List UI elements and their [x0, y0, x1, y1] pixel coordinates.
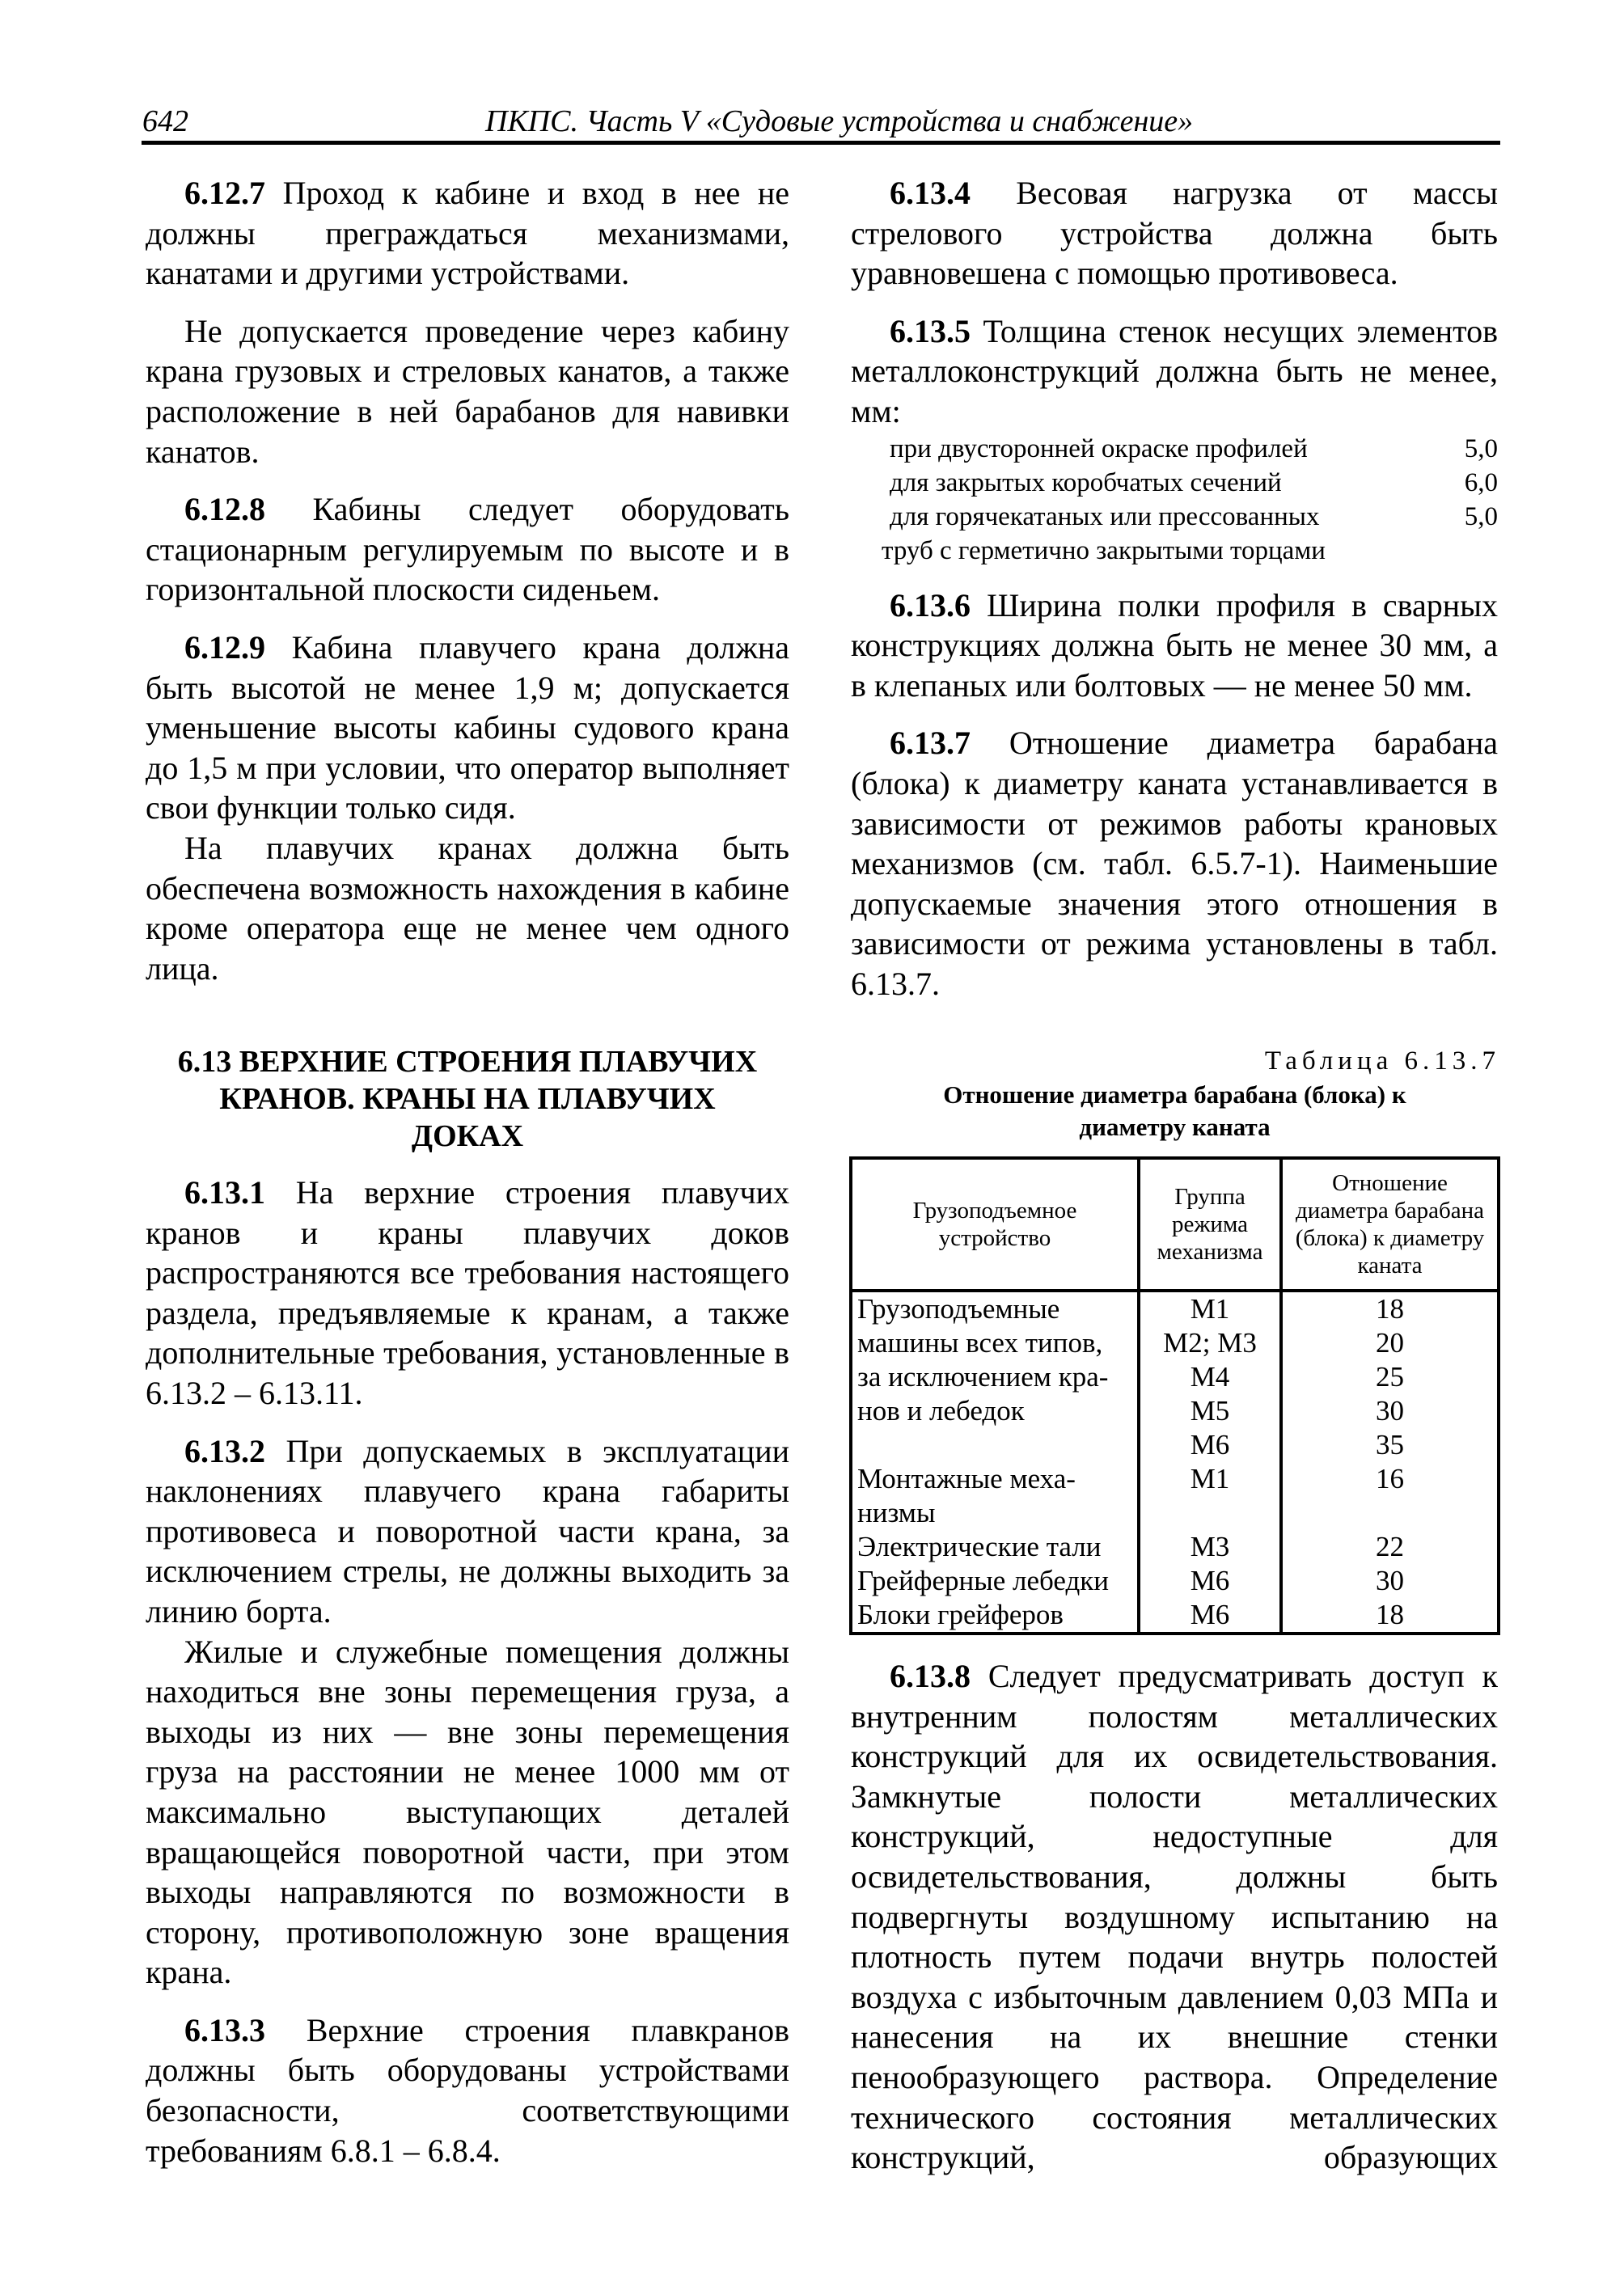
left-column — [146, 173, 789, 988]
clause-text: Толщина стенок несущих элементов металлоконструкций должна быть не менее, мм: — [851, 312, 1498, 429]
clause-number: 6.13.8 — [890, 1658, 971, 1694]
page-number: 642 — [142, 104, 188, 138]
clause-number: 6.12.8 — [184, 491, 265, 528]
clause-text: Ширина полки профиля в сварных конструкциях должна быть не менее 30 мм, а в клепаных или болтовых — не менее 50 мм. — [851, 586, 1499, 704]
clause-text: Кабины следует оборудовать стационарным регулируемым по высоте и в горизонтальной плоскости сиденьем. — [146, 491, 789, 608]
table-row — [851, 1598, 1499, 1634]
clause-number: 6.12.9 — [184, 628, 265, 666]
clause-number: 6.13.5 — [890, 312, 971, 349]
device-cell: Грузоподъемные — [851, 1291, 1139, 1326]
ratio-cell: 25 — [1281, 1360, 1499, 1394]
clause-number: 6.12.7 — [184, 175, 265, 211]
paragraph: На плавучих кранах должна быть обеспечена возможность нахождения в кабине кроме оператора еще не менее чем одного лица. — [146, 829, 789, 987]
clause-text: Проход к кабине и вход в нее не должны преграждаться механизмами, канатами и другими устройствами. — [146, 175, 789, 292]
item-value: 5,0 — [1464, 433, 1498, 463]
paragraph-6-13-8 — [851, 1656, 1498, 2178]
table-row — [851, 1291, 1499, 1326]
clause-text: Весовая нагрузка от массы стрелового устройства должна быть уравновешена с помощью противовеса. — [851, 175, 1498, 292]
paragraph: Жилые и служебные помещения должны находиться вне зоны перемещения груза, а выходы из них — вне зоны перемещения груза на расстоянии не менее 1000 мм от максимально выступающих деталей вращающейся поворотной части, при этом выходы направляются по возможности в сторону, противоположную зоне вращения крана. — [146, 1633, 789, 1991]
paragraph-6-13-5 — [851, 311, 1498, 432]
table-row — [851, 1360, 1499, 1394]
device-cell: низмы — [851, 1496, 1139, 1530]
column-header: Группа режима механизма — [1139, 1158, 1281, 1291]
clause-number: 6.13.3 — [184, 2011, 265, 2048]
list-item-continuation: труб с герметично закрытыми торцами — [882, 535, 1326, 565]
device-cell: Монтажные меха- — [851, 1462, 1139, 1496]
ratio-cell: 35 — [1281, 1428, 1499, 1462]
group-cell — [1139, 1496, 1281, 1530]
group-cell: М5 — [1139, 1394, 1281, 1428]
table-row — [851, 1462, 1499, 1496]
table-row — [851, 1394, 1499, 1428]
paragraph-6-13-6 — [851, 585, 1498, 706]
clause-number: 6.13.6 — [890, 586, 971, 623]
device-cell: Блоки грейферов — [851, 1598, 1139, 1634]
list-item — [890, 432, 1498, 466]
column-header: Грузоподъемное устройство — [851, 1158, 1139, 1291]
item-value: 5,0 — [1464, 501, 1498, 531]
ratio-cell: 30 — [1281, 1394, 1499, 1428]
item-label: при двусторонней окраске профилей — [890, 433, 1308, 463]
group-cell: М1 — [1139, 1291, 1281, 1326]
ratio-cell: 30 — [1281, 1564, 1499, 1598]
device-cell: Электрические тали — [851, 1530, 1139, 1564]
ratio-cell — [1281, 1496, 1499, 1530]
table-block — [849, 1043, 1500, 1635]
ratio-cell: 18 — [1281, 1291, 1499, 1326]
item-label: для горячекатаных или прессованных — [890, 501, 1320, 531]
group-cell: М1 — [1139, 1462, 1281, 1496]
paragraph-6-13-1 — [146, 1173, 789, 1414]
device-cell: за исключением кра- — [851, 1360, 1139, 1394]
table-row — [851, 1496, 1499, 1530]
clause-number: 6.13.1 — [184, 1174, 265, 1211]
clause-number: 6.13.4 — [890, 175, 971, 211]
table-row — [851, 1530, 1499, 1564]
column-header: Отношение диаметра барабана (блока) к диаметру каната — [1281, 1158, 1499, 1291]
item-value: 6,0 — [1464, 467, 1498, 497]
clause-text: Следует предусматривать доступ к внутренним полостям металлических конструкций для их освидетельствования. Замкнутые полости металлических конструкций, недоступные для освидетельствования, должны быть подвергнуты воздушному испытанию на плотность путем подачи внутрь полостей воздуха с избыточным давлением 0,03 МПа и нанесения на их внешние стенки пенообразующего раствора. Определение технического состояния металлических конструкций, образующих — [851, 1658, 1498, 2176]
clause-text: Отношение диаметра барабана (блока) к диаметру каната устанавливается в зависимости от режимов работы крановых механизмов (см. табл. 6.5.7-1). Наименьшие допускаемые значения этого отношения в зависимости от режима установлены в табл. 6.13.7. — [851, 725, 1498, 1002]
item-label: для закрытых коробчатых сечений — [890, 467, 1282, 497]
group-cell: М4 — [1139, 1360, 1281, 1394]
group-cell: М2; М3 — [1139, 1326, 1281, 1360]
ratio-cell: 22 — [1281, 1530, 1499, 1564]
table-row — [851, 1564, 1499, 1598]
table-row — [851, 1428, 1499, 1462]
paragraph: Не допускается проведение через кабину крана грузовых и стреловых канатов, а также расположение в ней барабанов для навивки канатов. — [146, 312, 789, 470]
right-column-bottom — [851, 1656, 1498, 2178]
list-item — [890, 466, 1498, 500]
paragraph-6-13-3 — [146, 2010, 789, 2171]
right-column — [851, 173, 1498, 1004]
clause-text: При допускаемых в эксплуатации наклонениях плавучего крана габариты противовеса и поворотной части крана, за исключением стрелы, не должны выходить за линию борта. — [146, 1432, 789, 1629]
clause-number: 6.13.7 — [890, 725, 971, 762]
clause-text: На верхние строения плавучих кранов и краны плавучих доков распространяются все требования настоящего раздела, предъявляемые к кранам, а также дополнительные требования, установленные в 6.13.2 – 6.13.11. — [146, 1174, 790, 1411]
table-row — [851, 1326, 1499, 1360]
group-cell: М6 — [1139, 1428, 1281, 1462]
ratio-cell: 20 — [1281, 1326, 1499, 1360]
paragraph-6-12-8 — [146, 489, 789, 610]
paragraph-6-12-7 — [146, 173, 789, 294]
running-title: ПКПС. Часть V «Судовые устройства и снабжение» — [485, 104, 1194, 138]
table-label: Таблица 6.13.7 — [1264, 1046, 1500, 1076]
paragraph-6-12-9 — [146, 628, 789, 828]
device-cell: нов и лебедок — [851, 1394, 1139, 1428]
table-caption: Отношение диаметра барабана (блока) к диаметру каната — [943, 1080, 1406, 1141]
device-cell — [851, 1428, 1139, 1462]
section-heading: 6.13 ВЕРХНИЕ СТРОЕНИЯ ПЛАВУЧИХ КРАНОВ. КРАНЫ НА ПЛАВУЧИХ ДОКАХ — [177, 1045, 758, 1153]
clause-number: 6.13.2 — [184, 1432, 265, 1469]
paragraph-6-13-7 — [851, 723, 1498, 1004]
clause-text: Верхние строения плавкранов должны быть оборудованы устройствами безопасности, соответствующими требованиям 6.8.1 – 6.8.4. — [146, 2011, 789, 2169]
clause-text: Кабина плавучего крана должна быть высотой не менее 1,9 м; допускается уменьшение высоты кабины судового крана до 1,5 м при условии, что оператор выполняет свои функции только сидя. — [146, 628, 789, 826]
device-cell: Грейферные лебедки — [851, 1564, 1139, 1598]
paragraph-6-13-2 — [146, 1431, 789, 1632]
ratio-cell: 16 — [1281, 1462, 1499, 1496]
paragraph-6-13-4 — [851, 173, 1498, 294]
group-cell: М6 — [1139, 1598, 1281, 1634]
group-cell: М3 — [1139, 1530, 1281, 1564]
ratio-cell: 18 — [1281, 1598, 1499, 1634]
header-rule — [142, 141, 1500, 145]
list-item — [890, 500, 1498, 534]
left-column-section — [146, 1043, 789, 2171]
group-cell: М6 — [1139, 1564, 1281, 1598]
thickness-list — [882, 432, 1498, 568]
device-cell: машины всех типов, — [851, 1326, 1139, 1360]
ratio-table — [849, 1156, 1500, 1635]
